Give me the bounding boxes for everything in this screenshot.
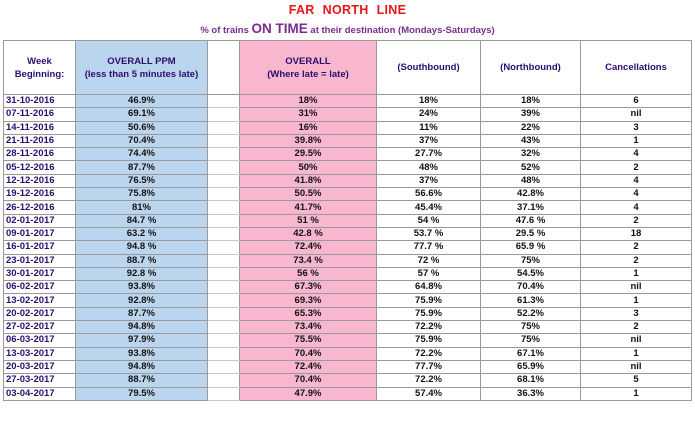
cell-overall: 31% [240, 108, 377, 121]
cell-southbound: 72 % [377, 254, 481, 267]
cell-week: 27-02-2017 [4, 321, 76, 334]
cell-southbound: 11% [377, 121, 481, 134]
cell-overall: 65.3% [240, 307, 377, 320]
cell-cancellations: 2 [581, 321, 692, 334]
cell-week: 14-11-2016 [4, 121, 76, 134]
cell-ppm: 79.5% [76, 387, 208, 400]
cell-week: 16-01-2017 [4, 241, 76, 254]
cell-northbound: 48% [481, 174, 581, 187]
cell-southbound: 75.9% [377, 334, 481, 347]
table-row [4, 227, 692, 240]
cell-spacer [208, 108, 240, 121]
cell-spacer [208, 321, 240, 334]
cell-overall: 16% [240, 121, 377, 134]
table-row [4, 95, 692, 108]
title-word-3: LINE [376, 3, 407, 17]
cell-northbound: 36.3% [481, 387, 581, 400]
cell-cancellations: 1 [581, 134, 692, 147]
cell-cancellations: 1 [581, 294, 692, 307]
table-row [4, 254, 692, 267]
cell-cancellations: 2 [581, 214, 692, 227]
cell-northbound: 18% [481, 95, 581, 108]
cell-overall: 56 % [240, 267, 377, 280]
cell-week: 21-11-2016 [4, 134, 76, 147]
cell-southbound: 57 % [377, 267, 481, 280]
cell-week: 19-12-2016 [4, 188, 76, 201]
cell-northbound: 54.5% [481, 267, 581, 280]
table-row [4, 201, 692, 214]
cell-spacer [208, 134, 240, 147]
cell-southbound: 75.9% [377, 294, 481, 307]
cell-overall: 50% [240, 161, 377, 174]
header-week [4, 41, 76, 95]
cell-northbound: 43% [481, 134, 581, 147]
cell-cancellations: 1 [581, 387, 692, 400]
cell-northbound: 70.4% [481, 281, 581, 294]
cell-ppm: 63.2 % [76, 227, 208, 240]
cell-cancellations: 5 [581, 374, 692, 387]
cell-overall: 50.5% [240, 188, 377, 201]
cell-spacer [208, 188, 240, 201]
cell-week: 26-12-2016 [4, 201, 76, 214]
title-word-2: NORTH [322, 3, 369, 17]
cell-week: 20-02-2017 [4, 307, 76, 320]
cell-ppm: 76.5% [76, 174, 208, 187]
table-row [4, 360, 692, 373]
cell-spacer [208, 347, 240, 360]
cell-northbound: 61.3% [481, 294, 581, 307]
cell-overall: 67.3% [240, 281, 377, 294]
table-body [4, 95, 692, 401]
cell-cancellations: 6 [581, 95, 692, 108]
cell-spacer [208, 387, 240, 400]
cell-overall: 29.5% [240, 148, 377, 161]
cell-week: 03-04-2017 [4, 387, 76, 400]
cell-week: 13-03-2017 [4, 347, 76, 360]
cell-overall: 39.8% [240, 134, 377, 147]
cell-spacer [208, 281, 240, 294]
cell-ppm: 88.7 % [76, 254, 208, 267]
cell-cancellations: 2 [581, 241, 692, 254]
cell-ppm: 94.8% [76, 321, 208, 334]
cell-cancellations: 3 [581, 307, 692, 320]
header-cancellations: Cancellations [581, 41, 692, 95]
cell-northbound: 65.9 % [481, 241, 581, 254]
cell-cancellations: 3 [581, 121, 692, 134]
cell-overall: 70.4% [240, 374, 377, 387]
cell-spacer [208, 267, 240, 280]
cell-southbound: 75.9% [377, 307, 481, 320]
cell-overall: 75.5% [240, 334, 377, 347]
cell-southbound: 37% [377, 174, 481, 187]
cell-northbound: 29.5 % [481, 227, 581, 240]
header-ppm [76, 41, 208, 95]
header-northbound: (Northbound) [481, 41, 581, 95]
table-row [4, 161, 692, 174]
cell-northbound: 68.1% [481, 374, 581, 387]
cell-spacer [208, 174, 240, 187]
cell-spacer [208, 374, 240, 387]
table-row [4, 294, 692, 307]
cell-week: 27-03-2017 [4, 374, 76, 387]
cell-southbound: 24% [377, 108, 481, 121]
table-row [4, 174, 692, 187]
cell-cancellations: 2 [581, 161, 692, 174]
header-southbound: (Southbound) [377, 41, 481, 95]
cell-spacer [208, 161, 240, 174]
cell-spacer [208, 307, 240, 320]
cell-ppm: 94.8 % [76, 241, 208, 254]
cell-ppm: 70.4% [76, 134, 208, 147]
punctuality-table [3, 40, 692, 401]
cell-overall: 73.4 % [240, 254, 377, 267]
table-row [4, 241, 692, 254]
cell-week: 28-11-2016 [4, 148, 76, 161]
header-overall [240, 41, 377, 95]
cell-cancellations: 4 [581, 148, 692, 161]
table-row [4, 148, 692, 161]
table-row [4, 334, 692, 347]
cell-ppm: 94.8% [76, 360, 208, 373]
cell-ppm: 92.8% [76, 294, 208, 307]
cell-ppm: 46.9% [76, 95, 208, 108]
cell-ppm: 87.7% [76, 161, 208, 174]
cell-southbound: 72.2% [377, 374, 481, 387]
cell-southbound: 72.2% [377, 347, 481, 360]
cell-northbound: 37.1% [481, 201, 581, 214]
table-row [4, 188, 692, 201]
cell-week: 20-03-2017 [4, 360, 76, 373]
cell-week: 13-02-2017 [4, 294, 76, 307]
cell-cancellations: 4 [581, 174, 692, 187]
cell-ppm: 93.8% [76, 347, 208, 360]
cell-cancellations: nil [581, 360, 692, 373]
sheet-title [0, 2, 695, 18]
table-row [4, 214, 692, 227]
cell-cancellations: 18 [581, 227, 692, 240]
cell-spacer [208, 334, 240, 347]
cell-southbound: 45.4% [377, 201, 481, 214]
cell-cancellations: 4 [581, 188, 692, 201]
table-row [4, 321, 692, 334]
cell-spacer [208, 241, 240, 254]
header-ppm-line2: (less than 5 minutes late) [84, 68, 199, 80]
cell-overall: 69.3% [240, 294, 377, 307]
cell-ppm: 97.9% [76, 334, 208, 347]
cell-ppm: 87.7% [76, 307, 208, 320]
cell-week: 06-02-2017 [4, 281, 76, 294]
cell-spacer [208, 201, 240, 214]
header-week-line2: Beginning: [14, 68, 65, 80]
cell-northbound: 65.9% [481, 360, 581, 373]
cell-southbound: 37% [377, 134, 481, 147]
header-row [4, 41, 692, 95]
cell-overall: 41.7% [240, 201, 377, 214]
cell-southbound: 48% [377, 161, 481, 174]
cell-southbound: 64.8% [377, 281, 481, 294]
cell-ppm: 88.7% [76, 374, 208, 387]
table-row [4, 108, 692, 121]
cell-ppm: 84.7 % [76, 214, 208, 227]
cell-southbound: 18% [377, 95, 481, 108]
cell-southbound: 57.4% [377, 387, 481, 400]
cell-cancellations: nil [581, 108, 692, 121]
cell-week: 30-01-2017 [4, 267, 76, 280]
cell-cancellations: nil [581, 281, 692, 294]
cell-cancellations: nil [581, 334, 692, 347]
title-word-1: FAR [288, 3, 315, 17]
cell-spacer [208, 148, 240, 161]
cell-spacer [208, 121, 240, 134]
cell-spacer [208, 95, 240, 108]
header-ppm-line1: OVERALL PPM [107, 55, 176, 67]
cell-northbound: 52% [481, 161, 581, 174]
subtitle-prefix: % of trains [200, 25, 249, 36]
cell-cancellations: 4 [581, 201, 692, 214]
subtitle-suffix: at their destination (Mondays-Saturdays) [310, 25, 495, 36]
cell-ppm: 50.6% [76, 121, 208, 134]
cell-northbound: 67.1% [481, 347, 581, 360]
cell-southbound: 53.7 % [377, 227, 481, 240]
table-row [4, 267, 692, 280]
cell-northbound: 75% [481, 254, 581, 267]
cell-spacer [208, 214, 240, 227]
cell-spacer [208, 360, 240, 373]
cell-cancellations: 1 [581, 347, 692, 360]
cell-northbound: 52.2% [481, 307, 581, 320]
table-row [4, 121, 692, 134]
cell-week: 31-10-2016 [4, 95, 76, 108]
cell-overall: 73.4% [240, 321, 377, 334]
cell-overall: 51 % [240, 214, 377, 227]
table-row [4, 281, 692, 294]
header-overall-line2: (Where late = late) [267, 68, 349, 80]
cell-ppm: 92.8 % [76, 267, 208, 280]
table-row [4, 134, 692, 147]
cell-southbound: 72.2% [377, 321, 481, 334]
cell-northbound: 22% [481, 121, 581, 134]
cell-southbound: 77.7% [377, 360, 481, 373]
header-week-line1: Week [27, 55, 52, 67]
subtitle-emphasis: ON TIME [251, 21, 308, 36]
cell-southbound: 54 % [377, 214, 481, 227]
cell-ppm: 69.1% [76, 108, 208, 121]
cell-cancellations: 2 [581, 254, 692, 267]
cell-spacer [208, 294, 240, 307]
cell-overall: 41.8% [240, 174, 377, 187]
cell-week: 07-11-2016 [4, 108, 76, 121]
cell-northbound: 32% [481, 148, 581, 161]
cell-southbound: 77.7 % [377, 241, 481, 254]
cell-spacer [208, 254, 240, 267]
cell-overall: 18% [240, 95, 377, 108]
cell-southbound: 56.6% [377, 188, 481, 201]
cell-week: 02-01-2017 [4, 214, 76, 227]
cell-overall: 72.4% [240, 360, 377, 373]
cell-week: 23-01-2017 [4, 254, 76, 267]
cell-northbound: 75% [481, 334, 581, 347]
table-row [4, 374, 692, 387]
cell-northbound: 42.8% [481, 188, 581, 201]
table-row [4, 347, 692, 360]
cell-northbound: 75% [481, 321, 581, 334]
cell-spacer [208, 227, 240, 240]
cell-week: 06-03-2017 [4, 334, 76, 347]
cell-overall: 72.4% [240, 241, 377, 254]
header-overall-line1: OVERALL [285, 55, 331, 67]
header-spacer [208, 41, 240, 95]
cell-northbound: 39% [481, 108, 581, 121]
cell-overall: 70.4% [240, 347, 377, 360]
table-row [4, 387, 692, 400]
cell-ppm: 75.8% [76, 188, 208, 201]
cell-week: 05-12-2016 [4, 161, 76, 174]
cell-ppm: 81% [76, 201, 208, 214]
table-row [4, 307, 692, 320]
cell-northbound: 47.6 % [481, 214, 581, 227]
sheet-subtitle [0, 20, 695, 38]
cell-cancellations: 1 [581, 267, 692, 280]
cell-southbound: 27.7% [377, 148, 481, 161]
cell-ppm: 74.4% [76, 148, 208, 161]
cell-week: 09-01-2017 [4, 227, 76, 240]
cell-overall: 42.8 % [240, 227, 377, 240]
cell-overall: 47.9% [240, 387, 377, 400]
cell-week: 12-12-2016 [4, 174, 76, 187]
cell-ppm: 93.8% [76, 281, 208, 294]
